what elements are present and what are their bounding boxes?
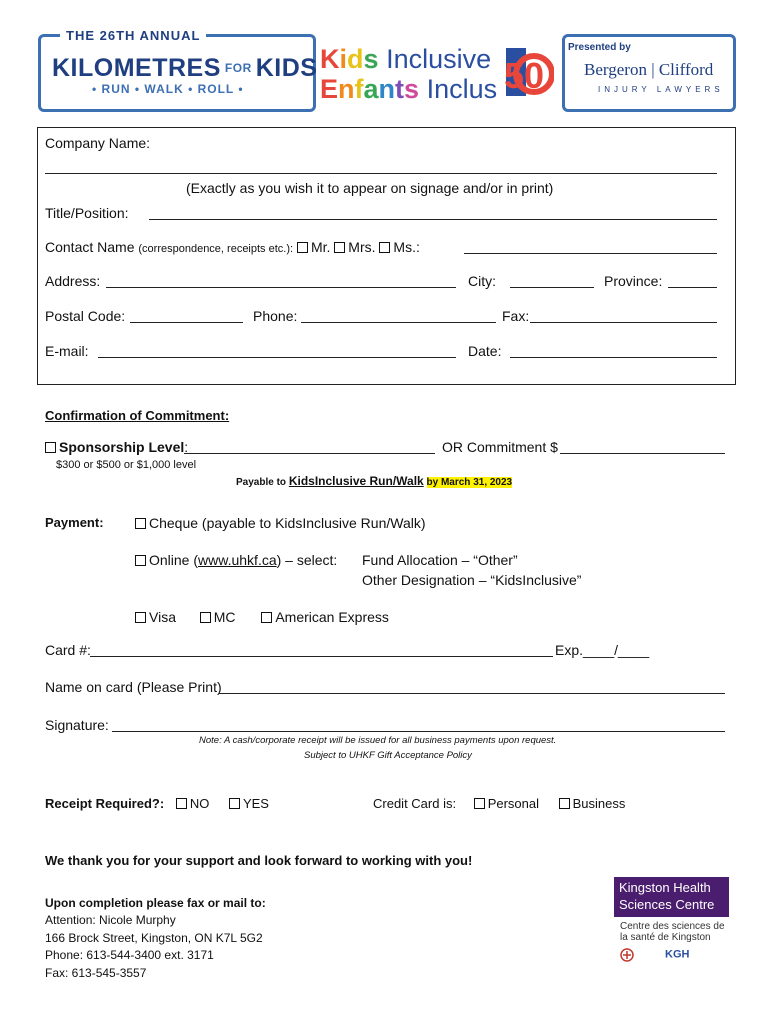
receipt-yes-checkbox[interactable] [229,798,240,809]
city-field[interactable] [510,287,594,288]
commitment-heading: Confirmation of Commitment: [45,408,230,423]
business-checkbox[interactable] [559,798,570,809]
mail-attention: Attention: Nicole Murphy [45,913,176,927]
company-name-field[interactable] [45,173,717,174]
date-label: Date: [468,343,502,359]
address-label: Address: [45,273,101,289]
title-position-field[interactable] [149,219,717,220]
name-on-card-field[interactable] [219,693,725,694]
kgh-logo: KGH [665,948,690,961]
date-field[interactable] [510,357,717,358]
receipt-required-row: Receipt Required?: NO YES [45,796,269,811]
uhkf-link[interactable]: www.uhkf.ca [198,552,277,568]
province-field[interactable] [668,287,717,288]
name-on-card-label: Name on card (Please Print) [45,679,222,695]
province-label: Province: [604,273,663,289]
signature-field[interactable] [112,731,725,732]
levels-note: $300 or $500 or $1,000 level [56,459,197,471]
enfantsinclus-logo: Enfants Inclus [320,74,498,104]
card-number-field[interactable] [90,656,553,657]
thank-you-message: We thank you for your support and look forward to working with you! [45,853,473,868]
event-title: KILOMETRES FOR KIDS [52,54,318,82]
contact-name-field[interactable] [464,253,717,254]
card-type-row: Visa MC American Express [135,609,389,625]
mail-street: 166 Brock Street, Kingston, ON K7L 5G2 [45,931,263,945]
cheque-checkbox[interactable] [135,518,146,529]
event-tagline: • RUN • WALK • ROLL • [92,82,244,96]
mr-checkbox[interactable] [297,242,308,253]
email-label: E-mail: [45,343,89,359]
city-label: City: [468,273,496,289]
fifty-anniversary-logo [502,44,554,100]
online-option: Online (www.uhkf.ca) – select: [135,552,337,568]
phone-label: Phone: [253,308,298,324]
svg-text:50: 50 [504,55,545,96]
or-commitment-label: OR Commitment $ [442,439,558,455]
hospital-logos [620,948,689,962]
sponsor-name: Bergeron | Clifford [584,60,714,79]
mail-fax: Fax: 613-545-3557 [45,966,147,980]
payment-label: Payment: [45,515,104,530]
mail-heading: Upon completion please fax or mail to: [45,896,266,910]
personal-checkbox[interactable] [474,798,485,809]
mrs-checkbox[interactable] [334,242,345,253]
khsc-french-name: Centre des sciences de la santé de Kingston [620,921,725,943]
enfants-wordmark: Enfants [320,74,420,104]
kids-wordmark: Kids [320,44,379,74]
title-position-label: Title/Position: [45,205,129,221]
address-field[interactable] [106,287,456,288]
email-field[interactable] [98,357,456,358]
receipt-no-checkbox[interactable] [176,798,187,809]
company-name-label: Company Name: [45,135,151,151]
fund-allocation: Fund Allocation – “Other” [362,552,518,568]
phone-field[interactable] [301,322,496,323]
online-checkbox[interactable] [135,555,146,566]
amex-checkbox[interactable] [261,612,272,623]
hospital-crest-icon [620,948,634,962]
khsc-logo: Kingston Health Sciences Centre [614,877,729,917]
card-number-label: Card #: [45,642,91,658]
sponsorship-level-row: Sponsorship Level: [45,439,188,455]
visa-checkbox[interactable] [135,612,146,623]
cheque-option: Cheque (payable to KidsInclusive Run/Walk) [135,515,426,531]
postal-code-label: Postal Code: [45,308,126,324]
fax-label: Fax: [502,308,530,324]
contact-name-label: Contact Name (correspondence, receipts etc.): Mr. Mrs. Ms.: [45,239,420,255]
other-designation: Other Designation – “KidsInclusive” [362,572,582,588]
ms-checkbox[interactable] [379,242,390,253]
policy-note: Subject to UHKF Gift Acceptance Policy [304,750,472,761]
payable-line: Payable to KidsInclusive Run/Walk by March 31, 2023 [236,474,513,488]
receipt-note: Note: A cash/corporate receipt will be issued for all business payments upon request. [199,735,557,746]
credit-card-type-row: Credit Card is: Personal Business [373,796,626,811]
fax-field[interactable] [530,322,717,323]
mail-phone: Phone: 613-544-3400 ext. 3171 [45,948,214,962]
signature-label: Signature: [45,717,109,733]
sponsorship-level-field[interactable] [184,453,435,454]
kidsinclusive-logo: Kids Inclusive [320,44,492,74]
commitment-amount-field[interactable] [560,453,725,454]
annual-label: THE 26TH ANNUAL [60,28,206,43]
expiry-field[interactable]: Exp.____/____ [555,642,650,658]
postal-code-field[interactable] [130,322,243,323]
presented-by-label: Presented by [568,42,631,53]
signage-note: (Exactly as you wish it to appear on signage and/or in print) [186,180,554,196]
mc-checkbox[interactable] [200,612,211,623]
sponsorship-level-checkbox[interactable] [45,442,56,453]
sponsor-subtitle: INJURY LAWYERS [598,85,724,94]
